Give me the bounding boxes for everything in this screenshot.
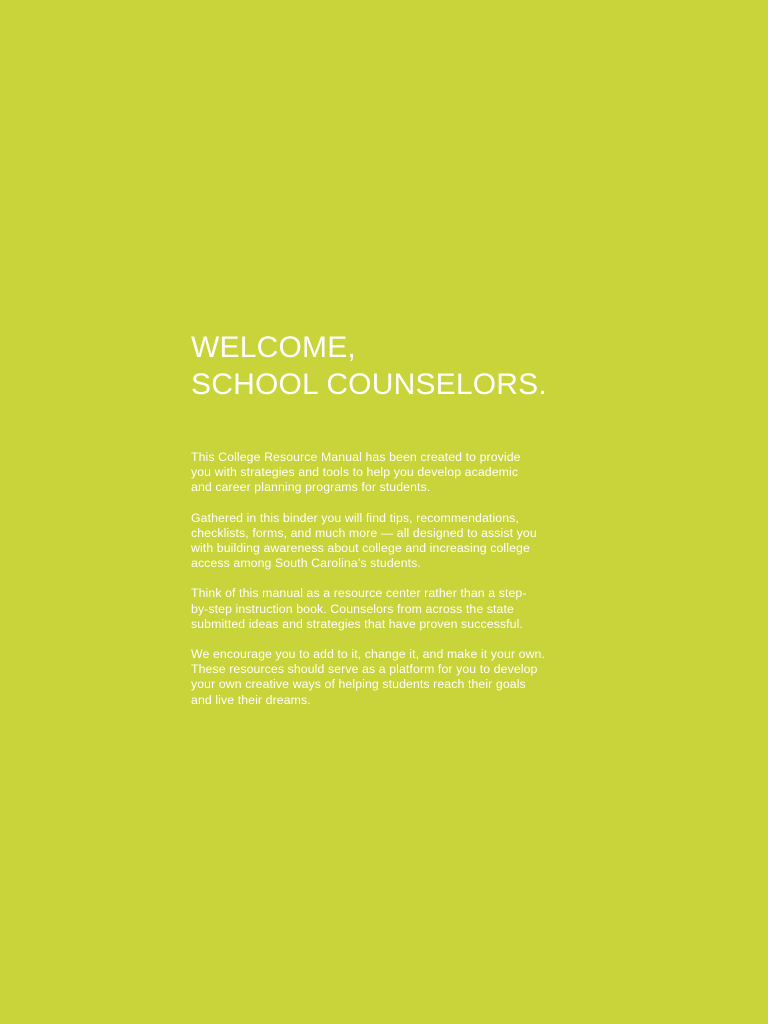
title-line-1: WELCOME, [191,331,356,364]
text-line: you with strategies and tools to help you develop academic [191,465,519,480]
text-line: and career planning programs for students. [191,480,431,495]
welcome-content [191,329,591,723]
body-text [191,450,591,708]
text-line: These resources should serve as a platform for you to develop [191,662,538,677]
title-line-2: SCHOOL COUNSELORS. [191,368,547,401]
paragraph-encouragement [191,647,591,708]
text-line: access among South Carolina’s students. [191,556,421,571]
text-line: by-step instruction book. Counselors from across the state [191,601,514,616]
text-line: Gathered in this binder you will find tips, recommendations, [191,510,519,525]
text-line: This College Resource Manual has been created to provide [191,450,521,464]
paragraph-intro [191,450,591,496]
text-line: with building awareness about college and increasing college [191,541,530,556]
page-title [191,329,591,403]
text-line: and live their dreams. [191,692,311,707]
text-line: checklists, forms, and much more — all designed to assist you [191,525,537,540]
paragraph-resource-center [191,586,591,632]
paragraph-binder-contents [191,511,591,572]
text-line: your own creative ways of helping students reach their goals [191,677,526,692]
text-line: Think of this manual as a resource center rather than a step- [191,586,527,601]
text-line: submitted ideas and strategies that have proven successful. [191,616,523,631]
text-line: We encourage you to add to it, change it, and make it your own. [191,647,546,662]
